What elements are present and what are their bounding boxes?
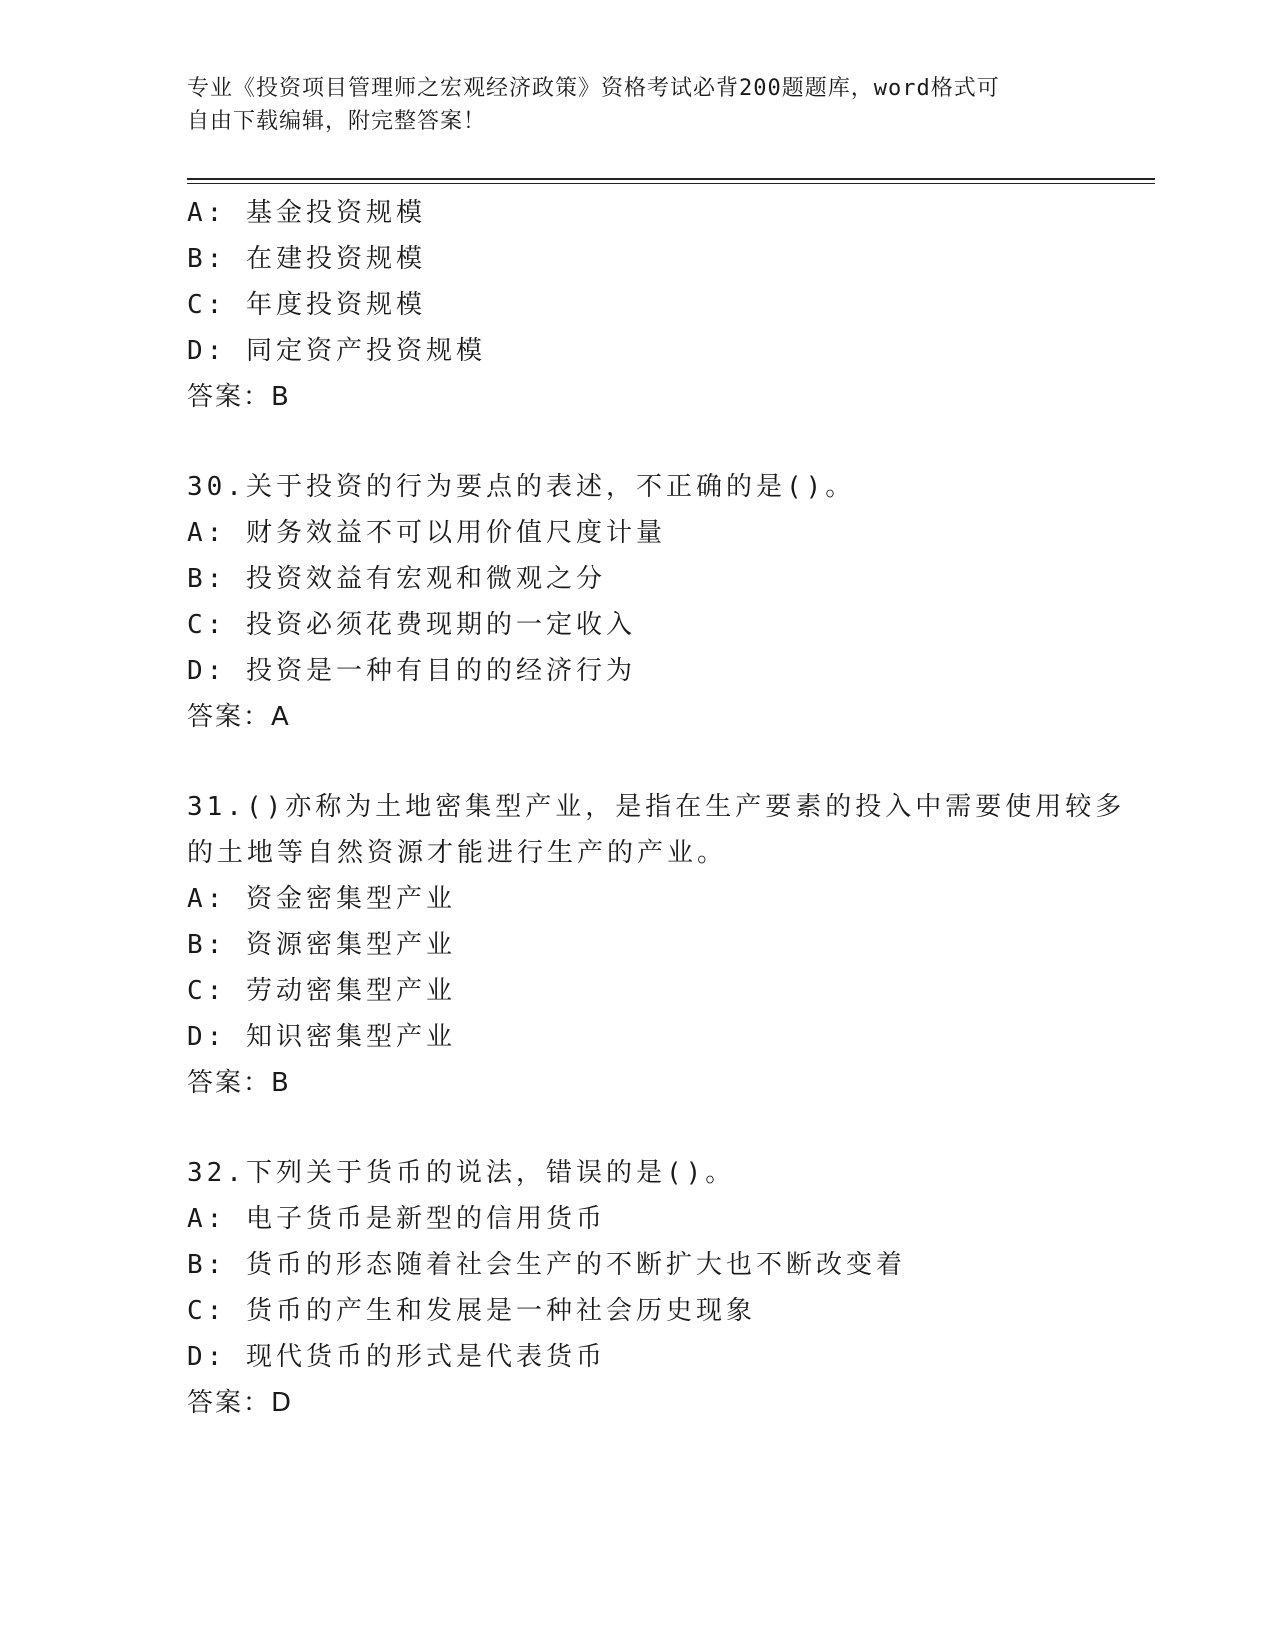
option-d: D: 同定资产投资规模 xyxy=(187,336,486,366)
question-stem-continued: 的土地等自然资源才能进行生产的产业。 xyxy=(187,838,728,868)
question-block xyxy=(187,464,1087,740)
option-d: D: 知识密集型产业 xyxy=(187,1022,456,1052)
document-header xyxy=(187,72,1067,138)
option-a: A: 资金密集型产业 xyxy=(187,884,456,914)
question-block xyxy=(187,784,1126,1106)
option-d: D: 投资是一种有目的的经济行为 xyxy=(187,656,636,686)
question-block xyxy=(187,1150,1087,1426)
option-a: A: 电子货币是新型的信用货币 xyxy=(187,1204,606,1234)
question-stem: 32.下列关于货币的说法，错误的是()。 xyxy=(187,1158,736,1188)
option-c: C: 投资必须花费现期的一定收入 xyxy=(187,610,636,640)
option-b: B: 货币的形态随着社会生产的不断扩大也不断改变着 xyxy=(187,1250,906,1280)
question-list xyxy=(187,190,1126,1426)
question-block xyxy=(187,190,1087,420)
option-b: B: 在建投资规模 xyxy=(187,244,426,274)
question-stem: 31.()亦称为土地密集型产业，是指在生产要素的投入中需要使用较多 xyxy=(187,792,1126,822)
header-line-1: 专业《投资项目管理师之宏观经济政策》资格考试必背200题题库，word格式可 xyxy=(187,76,1000,101)
option-c: C: 劳动密集型产业 xyxy=(187,976,456,1006)
answer-line: 答案：B xyxy=(187,1068,291,1098)
option-b: B: 资源密集型产业 xyxy=(187,930,456,960)
option-a: A: 财务效益不可以用价值尺度计量 xyxy=(187,518,666,548)
option-d: D: 现代货币的形式是代表货币 xyxy=(187,1342,606,1372)
answer-line: 答案：B xyxy=(187,382,291,412)
header-divider xyxy=(187,178,1155,184)
answer-line: 答案：A xyxy=(187,702,291,732)
option-a: A: 基金投资规模 xyxy=(187,198,426,228)
header-line-2: 自由下载编辑，附完整答案！ xyxy=(187,109,487,134)
question-stem: 30.关于投资的行为要点的表述，不正确的是()。 xyxy=(187,472,856,502)
option-b: B: 投资效益有宏观和微观之分 xyxy=(187,564,606,594)
option-c: C: 年度投资规模 xyxy=(187,290,426,320)
option-c: C: 货币的产生和发展是一种社会历史现象 xyxy=(187,1296,756,1326)
answer-line: 答案：D xyxy=(187,1388,294,1418)
